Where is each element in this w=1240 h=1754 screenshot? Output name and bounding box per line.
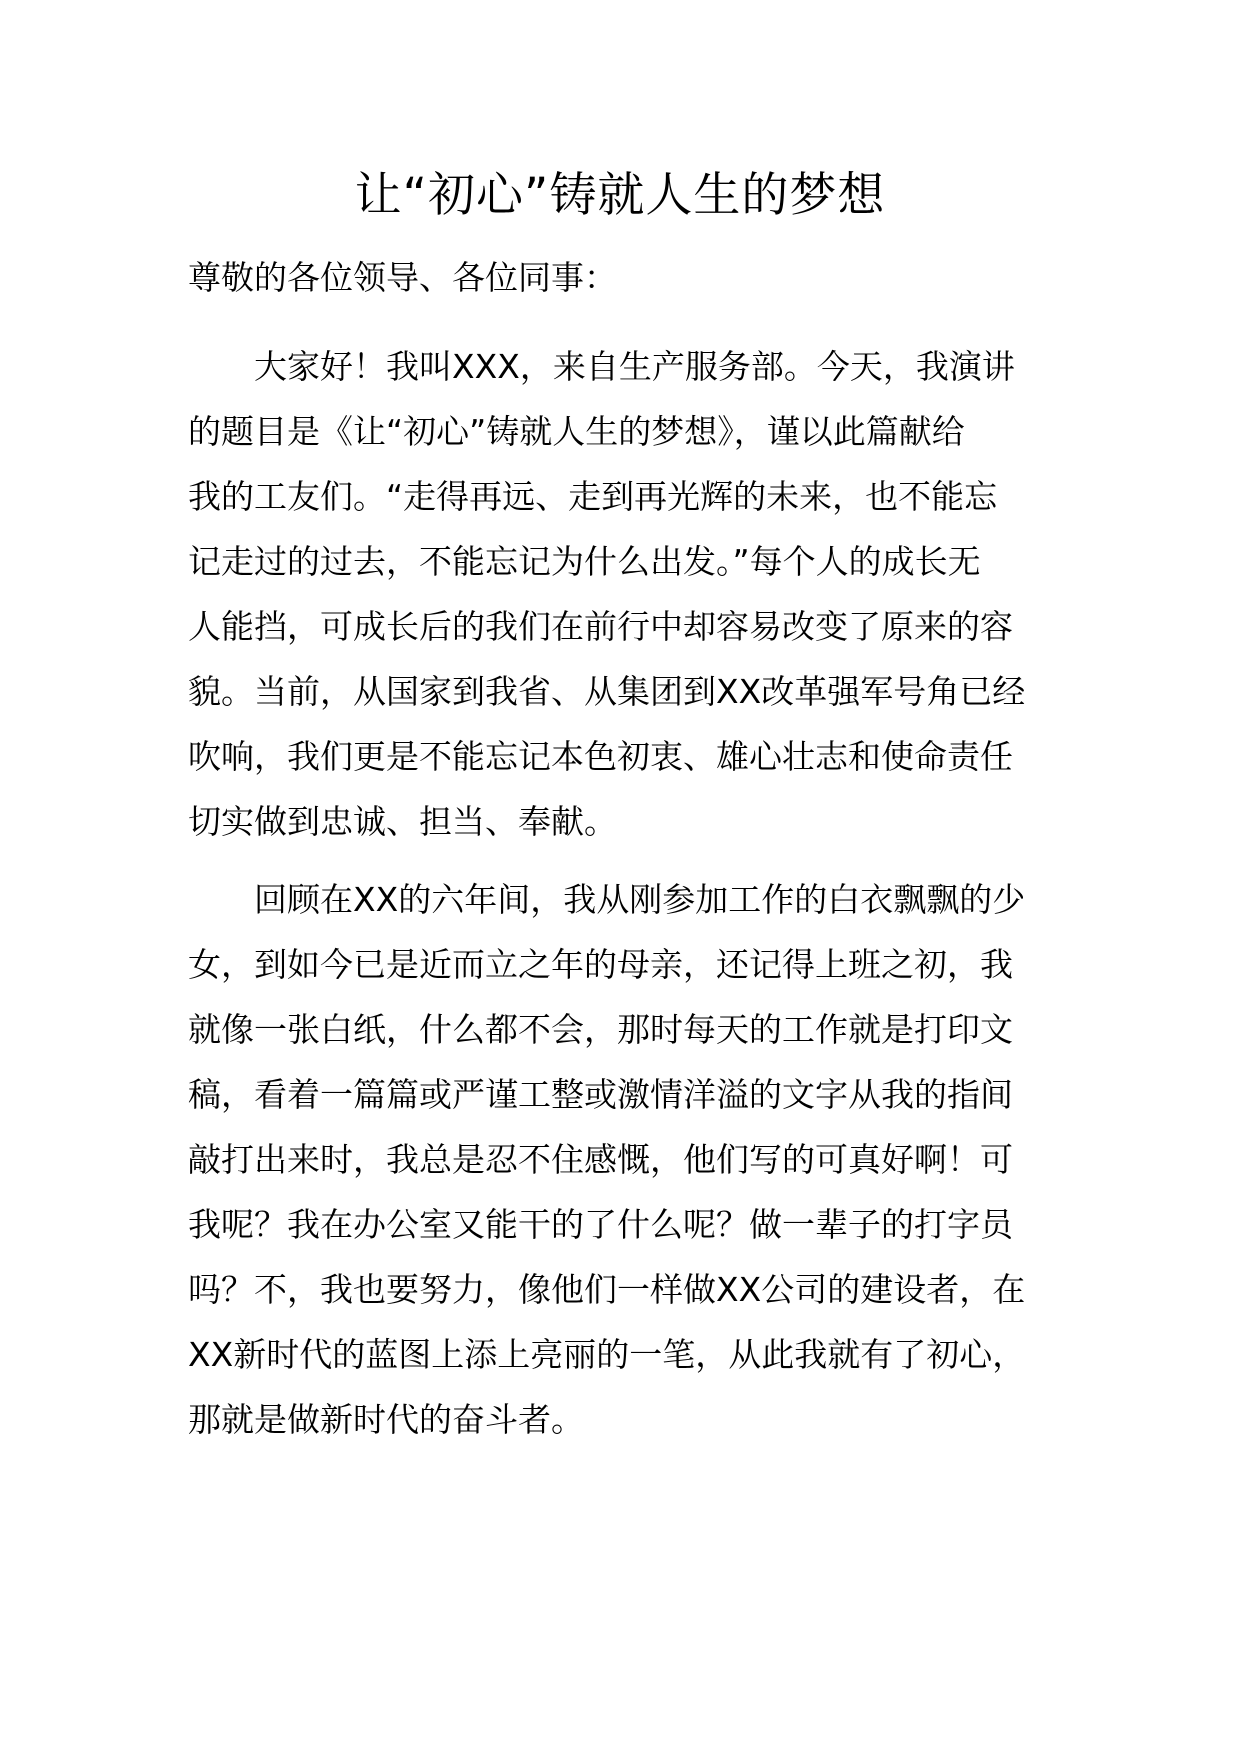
paragraph-line: 吹响，我们更是不能忘记本色初衷、雄心壮志和使命责任 xyxy=(188,737,1013,776)
paragraph-line: 记走过的过去，不能忘记为什么出发。”每个人的成长无 xyxy=(188,542,981,581)
paragraph-line: 的题目是《让“初心”铸就人生的梦想》，谨以此篇献给 xyxy=(188,412,965,451)
paragraph-line: 大家好！我叫XXX，来自生产服务部。今天，我演讲 xyxy=(188,347,1015,386)
paragraph-line: 切实做到忠诚、担当、奉献。 xyxy=(188,802,617,841)
paragraph-line: 女，到如今已是近而立之年的母亲，还记得上班之初，我 xyxy=(188,945,1013,984)
paragraph-line: 那就是做新时代的奋斗者。 xyxy=(188,1400,584,1439)
paragraph-line: 我的工友们。“走得再远、走到再光辉的未来，也不能忘 xyxy=(188,477,998,516)
paragraph-1 xyxy=(188,334,1052,854)
paragraph-2 xyxy=(188,867,1052,1452)
paragraph-line: 回顾在XX的六年间，我从刚参加工作的白衣飘飘的少 xyxy=(188,880,1026,919)
paragraph-line: XX新时代的蓝图上添上亮丽的一笔，从此我就有了初心， xyxy=(188,1335,1026,1374)
paragraph-line: 人能挡，可成长后的我们在前行中却容易改变了原来的容 xyxy=(188,607,1013,646)
paragraph-line: 稿，看着一篇篇或严谨工整或激情洋溢的文字从我的指间 xyxy=(188,1075,1013,1114)
salutation: 尊敬的各位领导、各位同事： xyxy=(188,258,617,297)
paragraph-line: 貌。当前，从国家到我省、从集团到XX改革强军号角已经 xyxy=(188,672,1026,711)
paragraph-line: 敲打出来时，我总是忍不住感慨，他们写的可真好啊！可 xyxy=(188,1140,1013,1179)
paragraph-line: 吗？不，我也要努力，像他们一样做XX公司的建设者，在 xyxy=(188,1270,1026,1309)
paragraph-line: 我呢？我在办公室又能干的了什么呢？做一辈子的打字员 xyxy=(188,1205,1013,1244)
document-title: 让“初心”铸就人生的梦想 xyxy=(354,168,886,223)
paragraph-line: 就像一张白纸，什么都不会，那时每天的工作就是打印文 xyxy=(188,1010,1013,1049)
